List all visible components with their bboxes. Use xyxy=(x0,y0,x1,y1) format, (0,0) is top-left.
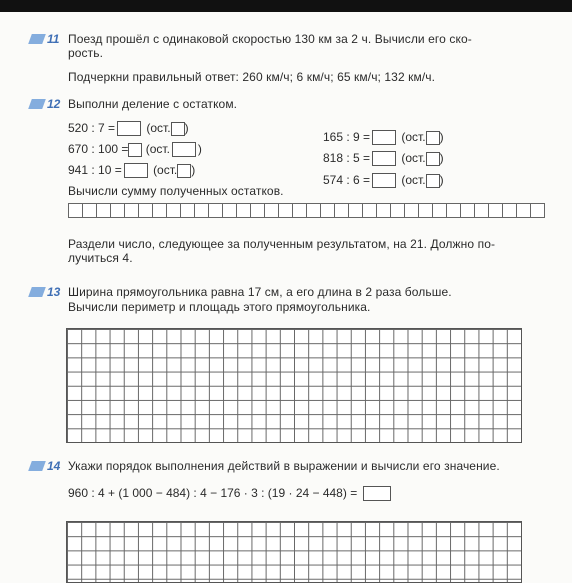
remainder-box[interactable] xyxy=(171,122,185,136)
strip-cell[interactable] xyxy=(96,203,111,218)
strip-cell[interactable] xyxy=(152,203,167,218)
answer-box[interactable] xyxy=(128,143,142,157)
strip-cell[interactable] xyxy=(348,203,363,218)
task-marker-icon xyxy=(28,461,46,471)
strip-cell[interactable] xyxy=(166,203,181,218)
task-14-line1: Укажи порядок выполнения действий в выражении и вычисли его значение. xyxy=(68,459,500,473)
task-12-sum: Вычисли сумму полученных остатков. xyxy=(68,184,284,198)
task-11-line2: рость. xyxy=(68,46,104,60)
division-row: 941 : 10 = (ост. ) xyxy=(68,163,196,177)
strip-cell[interactable] xyxy=(306,203,321,218)
task-11-line1: Поезд прошёл с одинаковой скоростью 130 км за 2 ч. Вычисли его ско- xyxy=(68,32,472,46)
strip-cell[interactable] xyxy=(460,203,475,218)
strip-cell[interactable] xyxy=(82,203,97,218)
strip-cell[interactable] xyxy=(488,203,503,218)
strip-cell[interactable] xyxy=(250,203,265,218)
remainder-box[interactable] xyxy=(426,152,440,166)
answer-box[interactable] xyxy=(124,163,148,178)
strip-cell[interactable] xyxy=(320,203,335,218)
strip-cell[interactable] xyxy=(530,203,545,218)
strip-cell[interactable] xyxy=(432,203,447,218)
task-number-11: 11 xyxy=(30,32,59,46)
strip-cell[interactable] xyxy=(474,203,489,218)
division-row: 165 : 9 = (ост. ) xyxy=(323,130,444,144)
answer-box[interactable] xyxy=(363,486,391,501)
task-12-divide-line2: лучиться 4. xyxy=(68,251,133,265)
strip-cell[interactable] xyxy=(124,203,139,218)
remainder-box[interactable] xyxy=(177,164,191,178)
strip-cell[interactable] xyxy=(292,203,307,218)
task-number-13: 13 xyxy=(30,285,60,299)
division-row: 520 : 7 = (ост. ) xyxy=(68,121,189,135)
task-11-answers: Подчеркни правильный ответ: 260 км/ч; 6 км/ч; 65 км/ч; 132 км/ч. xyxy=(68,70,436,84)
task-number-12: 12 xyxy=(30,97,60,111)
remainder-box[interactable] xyxy=(172,142,196,157)
division-row: 670 : 100 = (ост. ) xyxy=(68,142,202,156)
strip-cell[interactable] xyxy=(222,203,237,218)
strip-cell[interactable] xyxy=(418,203,433,218)
strip-cell[interactable] xyxy=(516,203,531,218)
answer-strip[interactable] xyxy=(68,203,544,218)
strip-cell[interactable] xyxy=(502,203,517,218)
strip-cell[interactable] xyxy=(334,203,349,218)
strip-cell[interactable] xyxy=(194,203,209,218)
task-marker-icon xyxy=(28,34,46,44)
task-12-title: Выполни деление с остатком. xyxy=(68,97,238,111)
strip-cell[interactable] xyxy=(278,203,293,218)
answer-box[interactable] xyxy=(372,173,396,188)
strip-cell[interactable] xyxy=(404,203,419,218)
strip-cell[interactable] xyxy=(446,203,461,218)
task-number-14: 14 xyxy=(30,459,60,473)
remainder-box[interactable] xyxy=(426,174,440,188)
division-row: 818 : 5 = (ост. ) xyxy=(323,151,444,165)
task-marker-icon xyxy=(28,287,46,297)
remainder-box[interactable] xyxy=(426,131,440,145)
task-13-line2: Вычисли периметр и площадь этого прямоугольника. xyxy=(68,300,371,314)
answer-box[interactable] xyxy=(117,121,141,136)
strip-cell[interactable] xyxy=(376,203,391,218)
graph-paper[interactable] xyxy=(66,521,522,583)
strip-cell[interactable] xyxy=(264,203,279,218)
strip-cell[interactable] xyxy=(138,203,153,218)
task-14-expression: 960 : 4 + (1 000 − 484) : 4 − 176 · 3 : (19 · 24 − 448) = xyxy=(68,486,393,501)
strip-cell[interactable] xyxy=(362,203,377,218)
strip-cell[interactable] xyxy=(390,203,405,218)
graph-paper[interactable] xyxy=(66,328,522,443)
answer-box[interactable] xyxy=(372,130,396,145)
task-marker-icon xyxy=(28,99,46,109)
strip-cell[interactable] xyxy=(68,203,83,218)
strip-cell[interactable] xyxy=(180,203,195,218)
division-row: 574 : 6 = (ост. ) xyxy=(323,173,444,187)
strip-cell[interactable] xyxy=(208,203,223,218)
top-bar xyxy=(0,0,572,12)
task-12-divide-line1: Раздели число, следующее за полученным результатом, на 21. Должно по- xyxy=(68,237,496,251)
strip-cell[interactable] xyxy=(110,203,125,218)
task-13-line1: Ширина прямоугольника равна 17 см, а его длина в 2 раза больше. xyxy=(68,285,452,299)
strip-cell[interactable] xyxy=(236,203,251,218)
answer-box[interactable] xyxy=(372,151,396,166)
